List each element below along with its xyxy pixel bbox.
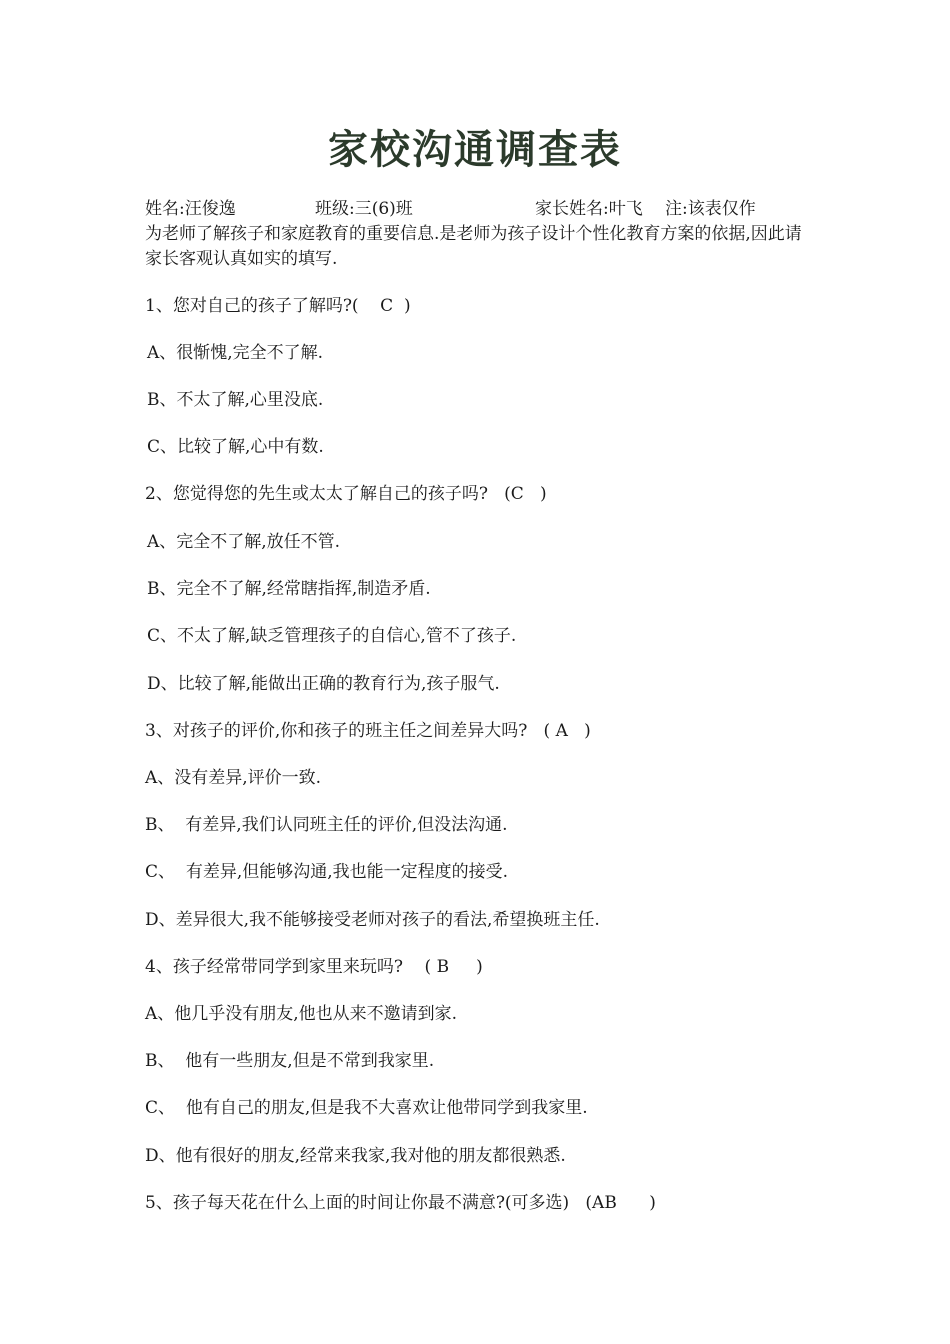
note-start: 注:该表仅作: [665, 199, 756, 219]
q3-option-b: B、 有差异,我们认同班主任的评价,但没法沟通.: [145, 815, 508, 835]
q3-option-d: D、差异很大,我不能够接受老师对孩子的看法,希望换班主任.: [145, 910, 600, 930]
q4-option-c: C、 他有自己的朋友,但是我不大喜欢让他带同学到我家里.: [145, 1098, 588, 1118]
q1-option-c: C、比较了解,心中有数.: [147, 437, 324, 457]
q2-option-d: D、比较了解,能做出正确的教育行为,孩子服气.: [147, 674, 500, 694]
q1-option-b: B、不太了解,心里没底.: [147, 390, 324, 410]
q3-option-c: C、 有差异,但能够沟通,我也能一定程度的接受.: [145, 862, 509, 882]
question-4: 4、孩子经常带同学到家里来玩吗? ( B ): [145, 957, 483, 977]
parent-name: 家长姓名:叶飞: [535, 199, 643, 219]
question-2: 2、您觉得您的先生或太太了解自己的孩子吗? (C ): [145, 484, 547, 504]
class-name: 班级:三(6)班: [315, 199, 413, 219]
question-5: 5、孩子每天花在什么上面的时间让你最不满意?(可多选) (AB ): [145, 1193, 656, 1213]
q4-option-b: B、 他有一些朋友,但是不常到我家里.: [145, 1051, 435, 1071]
q3-option-a: A、没有差异,评价一致.: [145, 768, 322, 788]
q1-option-a: A、很惭愧,完全不了解.: [147, 343, 324, 363]
question-3: 3、对孩子的评价,你和孩子的班主任之间差异大吗? ( A ): [145, 721, 591, 741]
info-block: [145, 197, 810, 272]
q4-option-d: D、他有很好的朋友,经常来我家,我对他的朋友都很熟悉.: [145, 1146, 566, 1166]
q4-option-a: A、他几乎没有朋友,他也从来不邀请到家.: [145, 1004, 458, 1024]
q2-option-b: B、完全不了解,经常瞎指挥,制造矛盾.: [147, 579, 431, 599]
page-title: 家校沟通调查表: [328, 127, 622, 173]
question-1: 1、您对自己的孩子了解吗?( C ): [145, 296, 411, 316]
student-name: 姓名:汪俊逸: [145, 199, 236, 219]
q2-option-a: A、完全不了解,放任不管.: [147, 532, 341, 552]
note-text: 为老师了解孩子和家庭教育的重要信息.是老师为孩子设计个性化教育方案的依据,因此请家长客观认真如实的填写.: [145, 224, 802, 269]
q2-option-c: C、不太了解,缺乏管理孩子的自信心,管不了孩子.: [147, 626, 517, 646]
